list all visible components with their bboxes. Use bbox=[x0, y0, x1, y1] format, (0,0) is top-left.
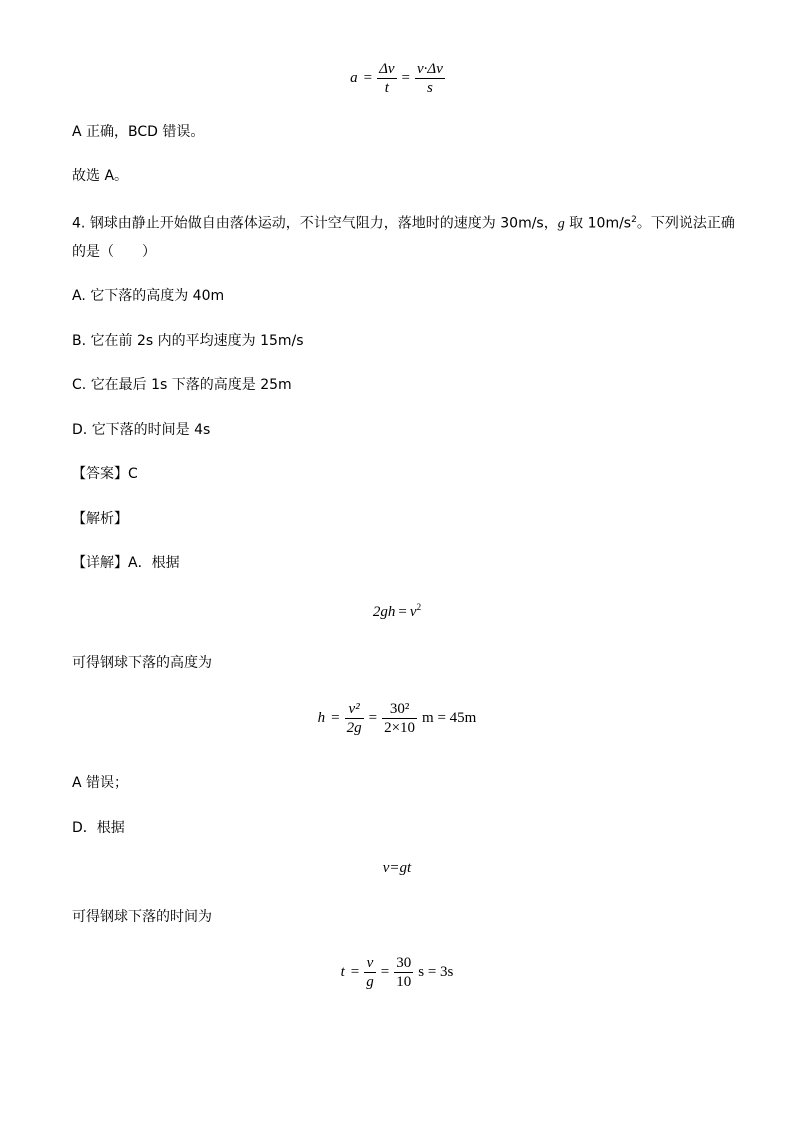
d-basis-text: D．根据 bbox=[72, 820, 125, 836]
detail-line bbox=[72, 553, 180, 573]
numerator: v·Δv bbox=[417, 61, 443, 77]
option-b bbox=[72, 331, 304, 351]
denominator: t bbox=[384, 80, 389, 96]
detail-label: 【详解】 bbox=[72, 555, 128, 571]
analysis-label: 【解析】 bbox=[72, 511, 128, 527]
question-number: 4. bbox=[72, 215, 86, 232]
option-letter: C. bbox=[72, 377, 87, 393]
a-wrong-text: A 错误； bbox=[72, 775, 129, 791]
fraction bbox=[345, 700, 364, 737]
option-text: 它在最后 1s 下落的高度是 25m bbox=[90, 377, 292, 393]
numerator: 30 bbox=[396, 955, 412, 971]
numerator: v bbox=[364, 954, 376, 973]
eq-lhs: a bbox=[350, 70, 358, 86]
option-d bbox=[72, 420, 210, 440]
question-text-part3: 。下列说法正确 bbox=[636, 215, 735, 232]
numerator: v² bbox=[345, 700, 364, 719]
eq-rhs: v bbox=[409, 604, 417, 620]
superscript: 2 bbox=[416, 602, 422, 612]
numerator: Δv bbox=[379, 61, 395, 77]
option-letter: A. bbox=[72, 288, 86, 304]
fraction bbox=[394, 954, 413, 991]
detail-text: A．根据 bbox=[128, 555, 180, 571]
option-c bbox=[72, 375, 292, 395]
equation-vgt: v=gt bbox=[382, 860, 412, 876]
answer-line bbox=[72, 464, 138, 484]
option-text: 它在前 2s 内的平均速度为 15m/s bbox=[90, 333, 304, 349]
option-letter: D. bbox=[72, 422, 88, 438]
question-text-part2: 取 10m/s bbox=[564, 215, 632, 232]
question-4-line1 bbox=[72, 210, 735, 235]
option-text: 它下落的时间是 4s bbox=[91, 422, 211, 438]
height-intro-text: 可得钢球下落的高度为 bbox=[72, 655, 212, 671]
time-intro-text: 可得钢球下落的时间为 bbox=[72, 909, 212, 925]
eq-lhs: t bbox=[340, 964, 345, 980]
equation-2gh: $2gh = v^2$ bbox=[372, 602, 422, 621]
eq-lhs: h bbox=[317, 710, 326, 726]
denominator: 2g bbox=[346, 720, 362, 736]
denominator: g bbox=[366, 974, 374, 990]
eq-tail: m = 45m bbox=[422, 710, 477, 726]
eq-tail: s = 3s bbox=[418, 964, 454, 980]
conclusion-a-correct: A 正确，BCD 错误。 bbox=[72, 124, 205, 140]
equation-acceleration: a = $\frac{\Delta v}{t}$ = $\frac{v\cdot\Delta v}{s}$ bbox=[0, 60, 794, 97]
denominator: 2×10 bbox=[384, 720, 416, 736]
superscript: 2 bbox=[631, 215, 637, 225]
option-a bbox=[72, 286, 224, 306]
answer-label: 【答案】 bbox=[72, 466, 128, 482]
option-text: 它下落的高度为 40m bbox=[90, 288, 225, 304]
denominator: s bbox=[427, 80, 433, 96]
choose-a-text: 故选 A。 bbox=[72, 168, 129, 184]
eq-lhs: 2gh bbox=[372, 604, 396, 620]
fraction bbox=[377, 60, 396, 97]
fraction bbox=[415, 60, 445, 97]
g-symbol: g bbox=[557, 216, 565, 232]
question-4-line2: 的是（ ） bbox=[72, 244, 156, 260]
numerator: 30² bbox=[382, 700, 417, 719]
equation-height: h = $\frac{\text{v²}}{2g}$ = $\frac{\text{30²}}{2\times 10}$ m = 45m bbox=[0, 700, 794, 737]
answer-value: C bbox=[128, 466, 138, 482]
fraction bbox=[364, 954, 376, 991]
equation-time: t = $\frac{v}{g}$ = $\frac{30}{10}$ s = 3s bbox=[0, 954, 794, 991]
denominator: 10 bbox=[396, 974, 412, 990]
question-text-part1: 钢球由静止开始做自由落体运动，不计空气阻力，落地时的速度为 30m/s， bbox=[89, 215, 558, 232]
option-letter: B. bbox=[72, 333, 87, 349]
fraction bbox=[382, 700, 417, 737]
